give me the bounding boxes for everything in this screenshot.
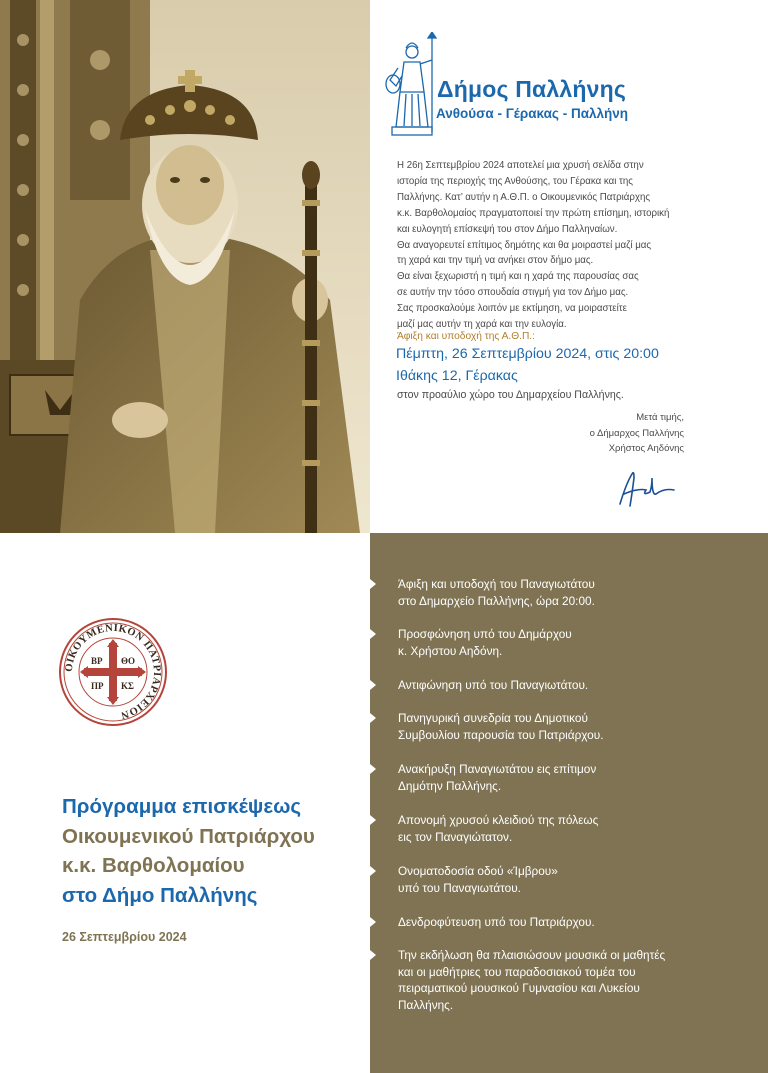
- letter-text: Η 26η Σεπτεμβρίου 2024 αποτελεί μια χρυσή σελίδα στην: [397, 160, 644, 171]
- logo-subtitle: Ανθούσα - Γέρακας - Παλλήνη: [436, 106, 629, 121]
- program-title-line: στο Δήμο Παλλήνης: [62, 883, 258, 907]
- program-item: [398, 626, 758, 659]
- letter-line: τη χαρά και την τιμή να ανήκει στον δήμο μας.: [397, 255, 594, 267]
- arrival-label: Άφιξη και υποδοχή της Α.Θ.Π.:: [397, 331, 535, 342]
- signoff-line: ο Δήμαρχος Παλλήνης: [589, 427, 684, 439]
- letter-line: Παλλήνης. Κατ’ αυτήν η Α.Θ.Π. ο Οικουμενικός Πατριάρχης: [397, 191, 651, 203]
- letter-line: σε αυτήν την τόσο σπουδαία στιγμή για τον Δήμο μας.: [397, 287, 629, 299]
- letter-line: Σας προσκαλούμε λοιπόν με εκτίμηση, να μοιραστείτε: [397, 303, 627, 315]
- program-item: [398, 947, 758, 1013]
- municipality-logo: [384, 32, 744, 142]
- program-title-line: κ.κ. Βαρθολομαίου: [62, 854, 245, 877]
- program-item-line: Αντιφώνηση υπό του Παναγιωτάτου.: [398, 678, 589, 692]
- event-venue: στον προαύλιο χώρο του Δημαρχείου Παλλήνης.: [397, 389, 624, 401]
- seal-letters: ΘΟ: [121, 656, 136, 666]
- program-item: [398, 576, 758, 609]
- seal-ring-text: ΟΙΚΟΥΜΕΝΙΚΟΝ ΠΑΤΡΙΑΡΧΕΙΟΝ: [63, 622, 163, 721]
- event-date: Πέμπτη, 26 Σεπτεμβρίου 2024, στις 20:00: [396, 346, 659, 362]
- program-panel: [370, 533, 768, 1073]
- patriarch-photo: [0, 0, 370, 533]
- program-item-line: και οι μαθήτριες του παραδοσιακού τομέα του: [398, 964, 636, 979]
- program-item-line: Την εκδήλωση θα πλαισιώσουν μουσικά οι μαθητές: [398, 948, 666, 962]
- bullet-arrow-icon: [370, 764, 376, 774]
- letter-line: [397, 158, 727, 174]
- signoff-line: Μετά τιμής,: [636, 412, 684, 423]
- program-date: 26 Σεπτεμβρίου 2024: [62, 930, 187, 944]
- bullet-arrow-icon: [370, 579, 376, 589]
- seal-letters: ΚΣ: [121, 681, 134, 691]
- letter-line: και ευλογητή επίσκεψή του στον Δήμο Παλληναίων.: [397, 223, 618, 235]
- program-item: [398, 812, 758, 845]
- program-title-line: Οικουμενικού Πατριάρχου: [62, 824, 315, 848]
- program-item-line: Πανηγυρική συνεδρία του Δημοτικού: [398, 711, 588, 725]
- program-item: [398, 677, 758, 694]
- bullet-arrow-icon: [370, 713, 376, 723]
- athena-statue-icon: [384, 32, 440, 140]
- program-item-line: Παλλήνης.: [398, 997, 454, 1012]
- program-item: [398, 863, 758, 896]
- letter-line: Θα αναγορευτεί επίτιμος δημότης και θα μοιραστεί μαζί μας: [397, 239, 652, 251]
- program-item-line: πειραματικού μουσικού Γυμνασίου και Λυκείου: [398, 981, 640, 995]
- event-place: Ιθάκης 12, Γέρακας: [396, 368, 518, 384]
- logo-title: Δήμος Παλλήνης: [437, 76, 627, 102]
- bullet-arrow-icon: [370, 950, 376, 960]
- bullet-arrow-icon: [370, 917, 376, 927]
- letter-line: μαζί μας αυτήν τη χαρά και την ευλογία.: [397, 319, 567, 331]
- program-item-line: Προσφώνηση υπό του Δημάρχου: [398, 627, 572, 641]
- program-title-line: Πρόγραμμα επισκέψεως: [62, 795, 302, 818]
- program-item-line: στο Δημαρχείο Παλλήνης, ώρα 20:00.: [398, 593, 595, 608]
- program-item-line: Δενδροφύτευση υπό του Πατριάρχου.: [398, 915, 595, 929]
- program-item-line: υπό του Παναγιωτάτου.: [398, 880, 521, 895]
- program-item: [398, 914, 758, 931]
- program-item: [398, 761, 758, 794]
- seal-letters: ΠΡ: [91, 681, 104, 691]
- program-item-line: Ανακήρυξη Παναγιωτάτου εις επίτιμον: [398, 762, 597, 776]
- program-item-line: Απονομή χρυσού κλειδιού της πόλεως: [398, 813, 599, 827]
- bullet-arrow-icon: [370, 815, 376, 825]
- program-item-line: Δημότην Παλλήνης.: [398, 778, 502, 793]
- invitation-letter: [397, 158, 727, 333]
- bullet-arrow-icon: [370, 680, 376, 690]
- signoff: [520, 410, 684, 457]
- patriarchate-seal: [58, 617, 168, 727]
- bullet-arrow-icon: [370, 629, 376, 639]
- mayor-signature: [612, 466, 682, 510]
- program-item-line: Ονοματοδοσία οδού «Ίμβρου»: [398, 864, 558, 878]
- bullet-arrow-icon: [370, 866, 376, 876]
- program-item: [398, 710, 758, 743]
- program-item-line: εις τον Παναγιώτατον.: [398, 829, 513, 844]
- letter-line: κ.κ. Βαρθολομαίος πραγματοποιεί την πρώτη επίσημη, ιστορική: [397, 207, 670, 219]
- letter-line: Θα είναι ξεχωριστή η τιμή και η χαρά της παρουσίας σας: [397, 271, 639, 283]
- program-title: [62, 792, 362, 910]
- letter-line: ιστορία της περιοχής της Ανθούσης, του Γέρακα και της: [397, 175, 633, 187]
- program-item-line: Άφιξη και υποδοχή του Παναγιωτάτου: [398, 577, 595, 591]
- program-item-line: Συμβουλίου παρουσία του Πατριάρχου.: [398, 727, 604, 742]
- seal-letters: ΒΡ: [91, 656, 103, 666]
- signoff-line: Χρήστος Αηδόνης: [608, 443, 684, 454]
- program-item-line: κ. Χρήστου Αηδόνη.: [398, 643, 503, 658]
